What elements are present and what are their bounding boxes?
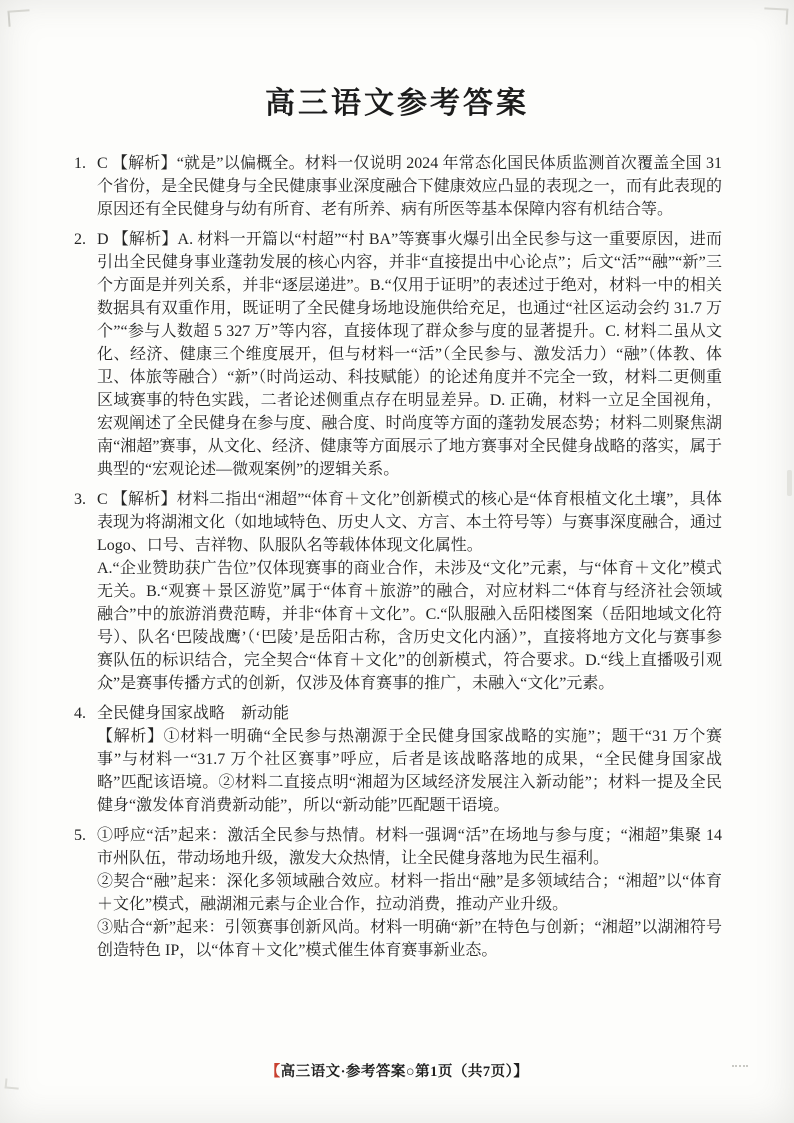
answer-paragraph: ①呼应“活”起来：激活全民参与热情。材料一强调“活”在场地与参与度；“湘超”集聚 14 市州队伍，带动场地升级，激发大众热情，让全民健身落地为民生福利。 [97, 827, 722, 867]
answer-item-1 [74, 152, 722, 221]
answer-item-3 [74, 488, 722, 695]
answer-item-5 [74, 824, 722, 962]
answer-paragraph: C 【解析】材料二指出“湘超”“体育＋文化”创新模式的核心是“体育根植文化土壤”，具体表现为将湖湘文化（如地域特色、历史人文、方言、本土符号等）与赛事深度融合，通过 Logo、口号、吉祥物、队服队名等载体体现文化属性。 [97, 491, 722, 554]
answer-number: 2. [74, 231, 86, 248]
answer-item-2 [74, 228, 722, 481]
answer-paragraph: D 【解析】A. 材料一开篇以“村超”“村 BA”等赛事火爆引出全民参与这一重要原因，进而引出全民健身事业蓬勃发展的核心内容，并非“直接提出中心论点”；后文“活”“融”“新”三个方面是并列关系，并非“逐层递进”。B.“仅用于证明”的表述过于绝对，材料一中的相关数据具有双重作用，既证明了全民健身场地设施供给充足，也通过“社区运动会约 31.7 万个”“参与人数超 5 327 万”等内容，直接体现了群众参与度的显著提升。C. 材料二虽从文化、经济、健康三个维度展开，但与材料一“活”（全民参与、激发活力）“融”（体教、体卫、体旅等融合）“新”（时尚运动、科技赋能）的论述角度并不完全一致，材料二更侧重区域赛事的特色实践，二者论述侧重点存在明显差异。D. 正确，材料一立足全国视角，宏观阐述了全民健身在参与度、融合度、时尚度等方面的蓬勃发展态势；材料二则聚焦湖南“湘超”赛事，从文化、经济、健康等方面展示了地方赛事对全民健身战略的落实，属于典型的“宏观论述—微观案例”的逻辑关系。 [97, 231, 722, 478]
answer-blanks: 全民健身国家战略 新动能 [97, 705, 290, 722]
answer-paragraph: ②契合“融”起来：深化多领域融合效应。材料一指出“融”是多领域结合；“湘超”以“体育＋文化”模式，融湖湘元素与企业合作，拉动消费，推动产业升级。 [97, 873, 722, 913]
answer-number: 4. [74, 705, 86, 722]
footer-left-bracket: 【 [265, 1064, 281, 1080]
scan-artifact-right-edge [787, 470, 792, 496]
footer-text: 高三语文·参考答案○第1页（共7页）】 [280, 1064, 529, 1080]
answer-number: 3. [74, 491, 86, 508]
answer-paragraph: ③贴合“新”起来：引领赛事创新风尚。材料一明确“新”在特色与创新；“湘超”以湖湘符号创造特色 IP，以“体育＋文化”模式催生体育赛事新业态。 [97, 919, 722, 959]
answer-paragraph: C 【解析】“就是”以偏概全。材料一仅说明 2024 年常态化国民体质监测首次覆盖全国 31 个省份，是全民健身与全民健康事业深度融合下健康效应凸显的表现之一，而有此表现的原因还有全民健身与幼有所育、老有所养、病有所医等基本保障内容有机结合等。 [97, 155, 722, 218]
document-title: 高三语文参考答案 [265, 87, 529, 120]
answer-paragraph: 【解析】①材料一明确“全民参与热潮源于全民健身国家战略的实施”；题干“31 万个赛事”与材料一“31.7 万个社区赛事”呼应，后者是该战略落地的成果，“全民健身国家战略”匹配该语境。②材料二直接点明“湘超为区域经济发展注入新动能”；材料一提及全民健身“激发体育消费新动能”，所以“新动能”匹配题干语境。 [97, 728, 722, 814]
answer-number: 1. [74, 155, 86, 172]
page-footer [0, 1060, 794, 1081]
answer-paragraph: A.“企业赞助获广告位”仅体现赛事的商业合作，未涉及“文化”元素，与“体育＋文化”模式无关。B.“观赛＋景区游览”属于“体育＋旅游”的融合，对应材料二“体育与经济社会领域融合”中的旅游消费范畴，并非“体育＋文化”。C.“队服融入岳阳楼图案（岳阳地域文化符号）、队名‘巴陵战鹰’（‘巴陵’是岳阳古称，含历史文化内涵）”，直接将地方文化与赛事参赛队伍的标识结合，完全契合“体育＋文化”的创新模式，符合要求。D.“线上直播吸引观众”是赛事传播方式的创新，仅涉及体育赛事的推广，未融入“文化”元素。 [97, 560, 722, 692]
answers-content [74, 152, 722, 962]
answer-item-4 [74, 702, 722, 817]
answer-number: 5. [74, 827, 86, 844]
